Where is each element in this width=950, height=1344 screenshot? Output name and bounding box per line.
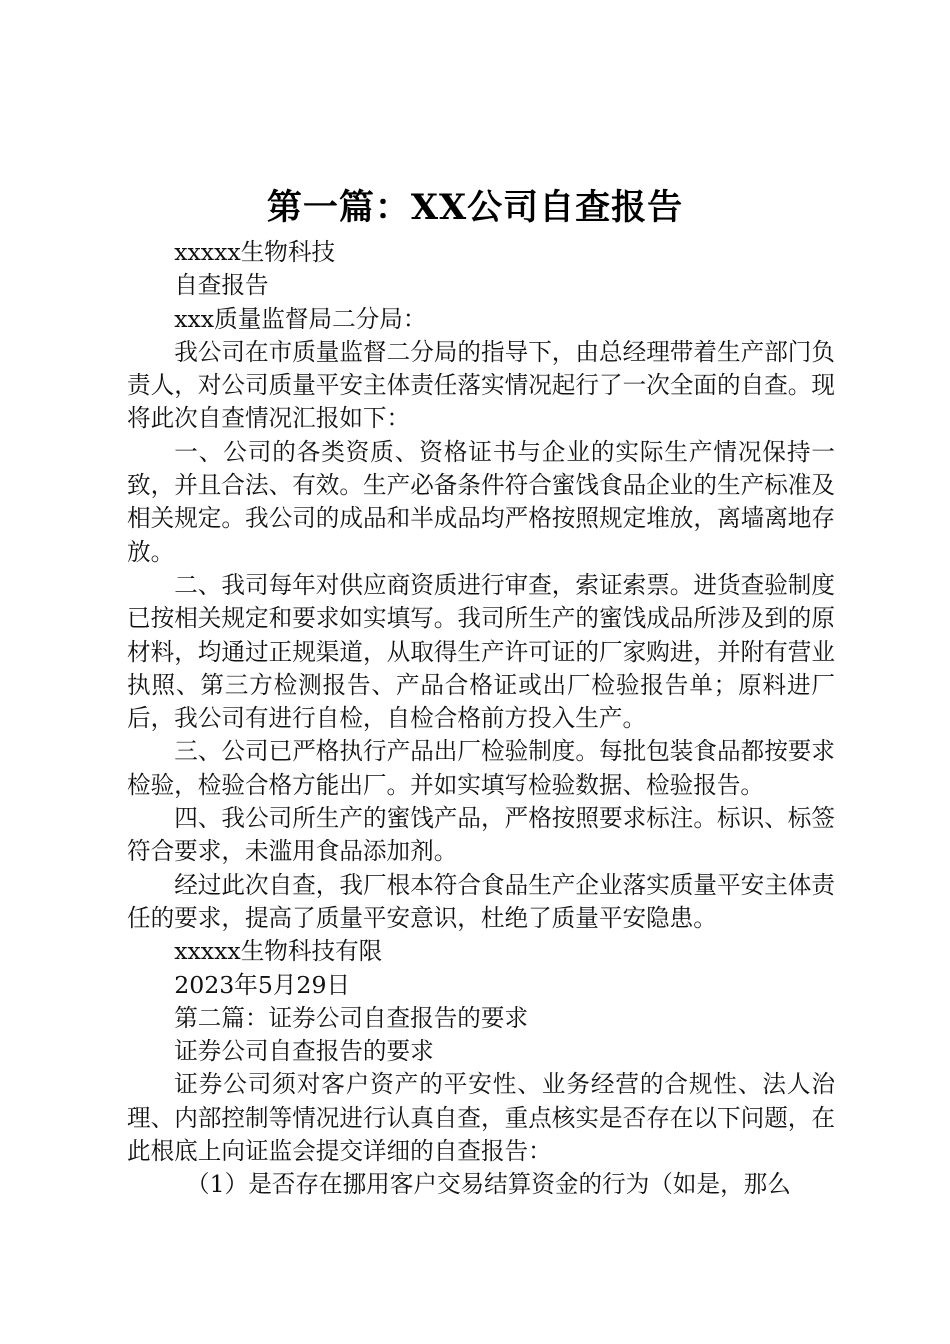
list-item-one: （1）是否存在挪用客户交易结算资金的行为（如是，那么 <box>186 1170 791 1199</box>
signature-date-line: 2023年5月29日 <box>174 970 351 999</box>
conclusion-paragraph: 经过此次自查，我厂根本符合食品生产企业落实质量平安主体责任的要求，提高了质量平安意识，杜绝了质量平安隐患。 <box>127 870 835 932</box>
document-title: 第一篇：XX公司自查报告 <box>266 187 684 228</box>
company-name-line: xxxxx生物科技 <box>174 238 336 266</box>
second-article-intro-paragraph: 证券公司须对客户资产的平安性、业务经营的合规性、法人治理、内部控制等情况进行认真自查，重点核实是否存在以下问题，在此根底上向证监会提交详细的自查报告： <box>127 1070 835 1166</box>
second-article-heading: 第二篇：证券公司自查报告的要求 <box>174 1003 529 1032</box>
report-label-line: 自查报告 <box>174 271 269 300</box>
second-article-subtitle: 证券公司自查报告的要求 <box>174 1037 434 1066</box>
recipient-line: xxx质量监督局二分局： <box>174 304 427 333</box>
signature-company-line: xxxxx生物科技有限 <box>174 937 383 966</box>
section-one-paragraph: 一、公司的各类资质、资格证书与企业的实际生产情况保持一致，并且合法、有效。生产必备条件符合蜜饯食品企业的生产标准及相关规定。我公司的成品和半成品均严格按照规定堆放，离墙离地存放。 <box>127 437 835 566</box>
document-body <box>127 236 835 1202</box>
intro-paragraph: 我公司在市质量监督二分局的指导下，由总经理带着生产部门负责人，对公司质量平安主体责任落实情况起行了一次全面的自查。现将此次自查情况汇报如下： <box>127 337 835 433</box>
section-two-paragraph: 二、我司每年对供应商资质进行审查，索证索票。进货查验制度已按相关规定和要求如实填写。我司所生产的蜜饯成品所涉及到的原材料，均通过正规渠道，从取得生产许可证的厂家购进，并附有营业执照、第三方检测报告、产品合格证或出厂检验报告单；原料进厂后，我公司有进行自检，自检合格前方投入生产。 <box>127 570 835 733</box>
section-three-paragraph: 三、公司已严格执行产品出厂检验制度。每批包装食品都按要求检验，检验合格方能出厂。并如实填写检验数据、检验报告。 <box>127 737 835 799</box>
section-four-paragraph: 四、我公司所生产的蜜饯产品，严格按照要求标注。标识、标签符合要求，未滥用食品添加剂。 <box>127 804 835 866</box>
